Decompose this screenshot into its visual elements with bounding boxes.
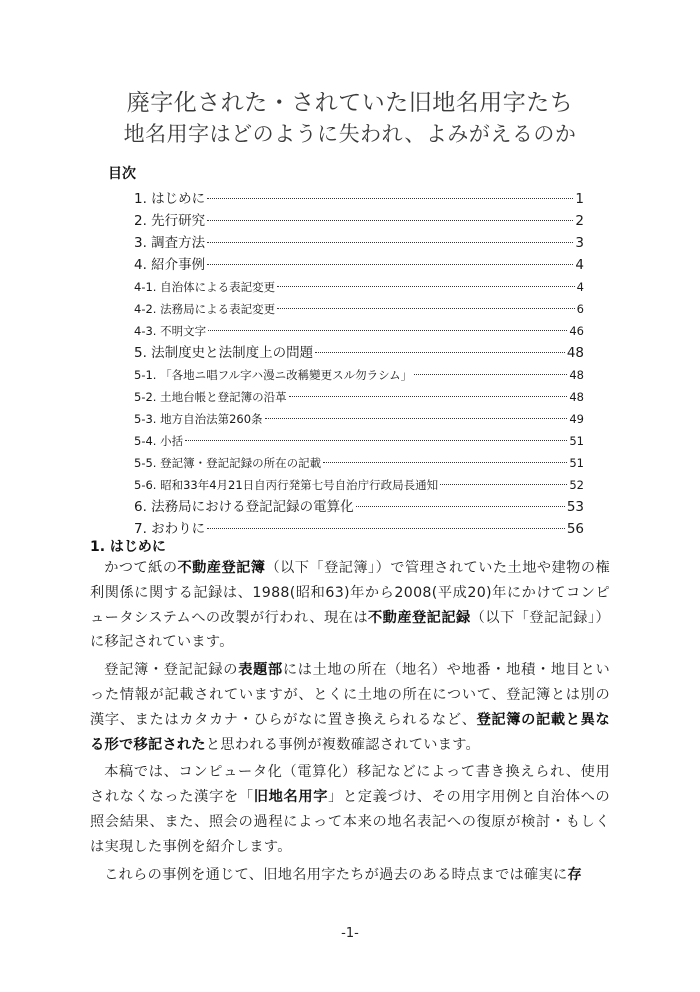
toc-entry[interactable] (134, 320, 584, 342)
toc-leader-dots (323, 462, 567, 463)
toc-leader-dots (207, 264, 573, 265)
toc-entry-page: 46 (569, 324, 584, 338)
toc-entry-label: 7. おわりに (134, 521, 206, 537)
section-body (90, 556, 610, 890)
text-run: 本稿では、コンピュータ化（電算化）移記などによって書き換えられ、使用されなくなった漢字を「 (90, 764, 610, 806)
text-run: 登記簿・登記記録の (104, 662, 239, 679)
toc-entry-page: 1 (575, 191, 584, 207)
toc-entry-label: 5-5. 登記簿・登記記録の所在の記載 (134, 456, 322, 470)
toc-entry-label: 5-3. 地方自治法第260条 (134, 412, 263, 426)
toc-entry-label: 4-1. 自治体による表記変更 (134, 280, 276, 294)
toc-entry-page: 53 (566, 499, 584, 515)
toc-entry[interactable] (134, 518, 584, 540)
bold-term: 登記簿の記載と異なる形で移記された (90, 711, 610, 753)
toc-entry-label: 5-4. 小括 (134, 434, 184, 448)
toc-entry[interactable] (134, 188, 584, 210)
toc-leader-dots (265, 418, 568, 419)
toc-leader-dots (207, 220, 573, 221)
toc-leader-dots (289, 396, 568, 397)
toc-entry[interactable] (134, 364, 584, 386)
toc-entry-page: 51 (569, 434, 584, 448)
toc-entry-page: 51 (569, 456, 584, 470)
toc-leader-dots (315, 352, 565, 353)
toc-entry[interactable] (134, 232, 584, 254)
toc-entry[interactable] (134, 276, 584, 298)
toc-entry-label: 4. 紹介事例 (134, 257, 206, 273)
section-heading: 1. はじめに (90, 539, 166, 555)
toc-leader-dots (356, 506, 565, 507)
toc-entry[interactable] (134, 342, 584, 364)
toc-leader-dots (440, 484, 567, 485)
toc-entry[interactable] (134, 254, 584, 276)
text-run: 」と定義づけ、その用字用例と自治体への照会結果、また、照会の過程によって本来の地名表記への復原が検討・もしくは実現した事例を紹介します。 (90, 789, 610, 855)
toc-entry-label: 5-2. 土地台帳と登記簿の沿革 (134, 390, 287, 404)
bold-term: 不動産登記記録 (368, 609, 471, 626)
text-run: かつて紙の (104, 560, 178, 576)
toc-entry-label: 5-6. 昭和33年4月21日自丙行発第七号自治庁行政局長通知 (134, 478, 439, 492)
toc-leader-dots (208, 330, 567, 331)
toc-entry[interactable] (134, 496, 584, 518)
paragraph (90, 556, 610, 655)
toc-entry-label: 4-3. 不明文字 (134, 324, 207, 338)
toc-entry-label: 3. 調査方法 (134, 235, 206, 251)
text-run: （以下「登記記録」）に移記されています。 (90, 609, 610, 651)
page-number: -1- (341, 926, 359, 941)
toc-entry-page: 6 (576, 302, 584, 316)
toc-leader-dots (277, 286, 575, 287)
toc-leader-dots (207, 242, 573, 243)
bold-term: 存 (567, 866, 583, 883)
toc-entry-page: 4 (576, 280, 584, 294)
toc-leader-dots (185, 440, 567, 441)
table-of-contents (134, 188, 584, 540)
toc-leader-dots (207, 198, 573, 199)
toc-entry[interactable] (134, 474, 584, 496)
toc-entry-label: 6. 法務局における登記記録の電算化 (134, 499, 354, 515)
toc-leader-dots (277, 308, 575, 309)
toc-entry-page: 48 (569, 368, 584, 382)
toc-entry-page: 52 (569, 478, 584, 492)
toc-entry-label: 4-2. 法務局による表記変更 (134, 302, 276, 316)
document-subtitle: 地名用字はどのように失われ、よみがえるのか (123, 122, 577, 146)
paragraph (90, 863, 610, 888)
toc-entry-page: 48 (566, 345, 584, 361)
paragraph (90, 658, 610, 757)
toc-entry-label: 2. 先行研究 (134, 213, 206, 229)
toc-entry-page: 48 (569, 390, 584, 404)
toc-entry-label: 5. 法制度史と法制度上の問題 (134, 345, 314, 361)
bold-term: 表題部 (238, 662, 283, 679)
document-title: 廃字化された・されていた旧地名用字たち (126, 90, 574, 116)
toc-entry[interactable] (134, 430, 584, 452)
toc-entry-page: 56 (566, 521, 584, 537)
bold-term: 旧地名用字 (253, 789, 329, 806)
toc-entry-page: 49 (569, 412, 584, 426)
toc-entry-label: 5-1. 「各地ニ唱フル字ハ漫ニ改稱變更スル勿ラシム」 (134, 368, 413, 382)
text-run: には土地の所在（地名）や地番・地積・地目といった情報が記載されていますが、とくに土地の所在について、登記簿とは別の漢字、またはカタカナ・ひらがなに置き換えられるなど、 (90, 662, 610, 728)
toc-leader-dots (414, 374, 567, 375)
text-run: これらの事例を通じて、旧地名用字たちが過去のある時点までは確実に (104, 866, 568, 883)
paragraph (90, 760, 610, 859)
toc-heading: 目次 (108, 166, 136, 182)
toc-entry-label: 1. はじめに (134, 191, 206, 207)
bold-term: 不動産登記簿 (177, 560, 266, 576)
toc-entry-page: 3 (575, 235, 584, 251)
text-run: と思われる事例が複数確認されています。 (205, 736, 481, 753)
toc-entry-page: 2 (575, 213, 584, 229)
toc-leader-dots (207, 528, 565, 529)
text-run: （以下「登記簿」）で管理されていた土地や建物の権利関係に関する記録は、1988(昭和63)年から2008(平成20)年にかけてコンピュータシステムへの改製が行われ、現在は (90, 560, 610, 626)
toc-entry[interactable] (134, 452, 584, 474)
toc-entry-page: 4 (575, 257, 584, 273)
toc-entry[interactable] (134, 408, 584, 430)
toc-entry[interactable] (134, 210, 584, 232)
toc-entry[interactable] (134, 386, 584, 408)
toc-entry[interactable] (134, 298, 584, 320)
